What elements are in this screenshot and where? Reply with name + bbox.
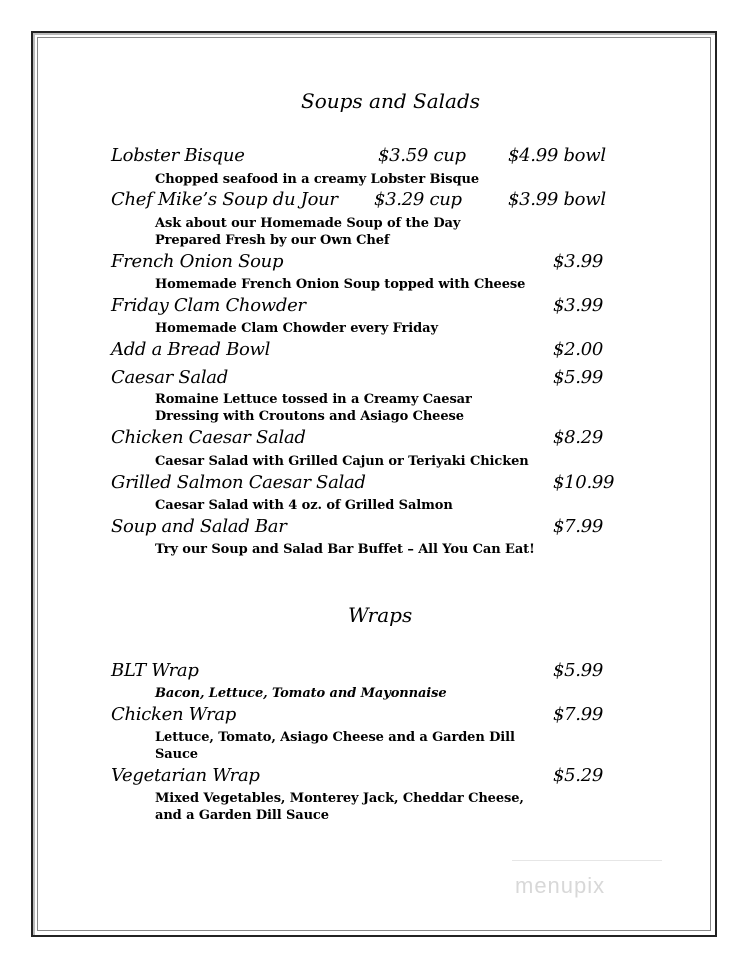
- watermark-logo: menupix: [515, 873, 606, 898]
- menu-item-price: $5.99: [553, 660, 604, 681]
- menu-item-price: $7.99: [553, 516, 604, 537]
- menu-item-name: Add a Bread Bowl: [111, 339, 271, 360]
- menu-item-price: $2.00: [553, 339, 604, 360]
- menu-item-name: Chicken Wrap: [111, 704, 237, 725]
- menu-item-price: $7.99: [553, 704, 604, 725]
- menu-item-description: Lettuce, Tomato, Asiago Cheese and a Garden Dill: [155, 730, 515, 745]
- menu-item-bowl-price: $3.99 bowl: [508, 189, 606, 210]
- menu-item-cup-price: $3.59 cup: [378, 145, 466, 166]
- menu-item-description: Caesar Salad with 4 oz. of Grilled Salmon: [155, 498, 453, 513]
- menu-item-bowl-price: $4.99 bowl: [508, 145, 606, 166]
- menu-item-price: $5.99: [553, 367, 604, 388]
- menu-item-description: Romaine Lettuce tossed in a Creamy Caesar: [155, 392, 472, 407]
- menu-item-description: Chopped seafood in a creamy Lobster Bisque: [155, 172, 479, 187]
- menu-item-name: Grilled Salmon Caesar Salad: [111, 472, 366, 493]
- menu-item-description: Dressing with Croutons and Asiago Cheese: [155, 409, 464, 424]
- menu-item-name: French Onion Soup: [111, 251, 284, 272]
- menu-item-description: Bacon, Lettuce, Tomato and Mayonnaise: [155, 686, 447, 701]
- menu-item-name: BLT Wrap: [111, 660, 199, 681]
- menu-item-description: Homemade French Onion Soup topped with Cheese: [155, 277, 526, 292]
- menu-item-name: Friday Clam Chowder: [111, 295, 306, 316]
- menu-item-price: $10.99: [553, 472, 615, 493]
- menu-item-description: Try our Soup and Salad Bar Buffet – All You Can Eat!: [155, 542, 535, 557]
- menu-item-price: $3.99: [553, 295, 604, 316]
- menu-item-price: $5.29: [553, 765, 604, 786]
- menu-item-name: Vegetarian Wrap: [111, 765, 260, 786]
- menu-item-description: Sauce: [155, 747, 198, 762]
- menu-item-description: Mixed Vegetables, Monterey Jack, Cheddar Cheese,: [155, 791, 524, 806]
- watermark-rule: [512, 860, 662, 861]
- menu-item-description: Caesar Salad with Grilled Cajun or Teriyaki Chicken: [155, 454, 529, 469]
- menu-item-name: Caesar Salad: [111, 367, 228, 388]
- menu-item-description: Ask about our Homemade Soup of the Day: [155, 216, 461, 231]
- menu-item-description: Homemade Clam Chowder every Friday: [155, 321, 438, 336]
- section-title-wraps: Wraps: [348, 603, 413, 627]
- menu-item-cup-price: $3.29 cup: [374, 189, 462, 210]
- menu-item-name: Chef Mike’s Soup du Jour: [111, 189, 338, 210]
- menu-item-price: $8.29: [553, 427, 604, 448]
- menu-item-description: Prepared Fresh by our Own Chef: [155, 233, 390, 248]
- menu-item-name: Soup and Salad Bar: [111, 516, 287, 537]
- section-title-soups-salads: Soups and Salads: [301, 89, 481, 113]
- menu-item-price: $3.99: [553, 251, 604, 272]
- menu-item-name: Chicken Caesar Salad: [111, 427, 306, 448]
- menu-item-name: Lobster Bisque: [111, 145, 245, 166]
- menu-item-description: and a Garden Dill Sauce: [155, 808, 329, 823]
